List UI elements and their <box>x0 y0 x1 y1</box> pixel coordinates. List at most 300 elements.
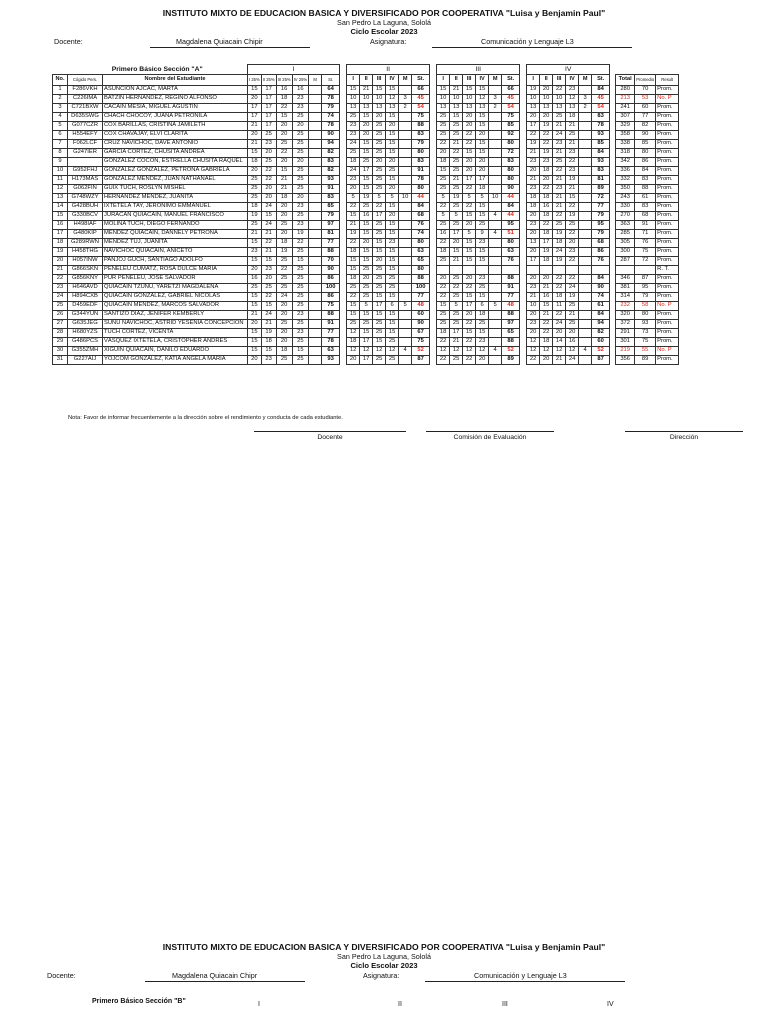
grade-cell: 25 <box>373 167 386 176</box>
col-gap <box>430 266 437 275</box>
school-cycle-b: Ciclo Escolar 2023 <box>350 961 418 970</box>
grade-cell: 14 <box>553 338 566 347</box>
grade-cell <box>489 221 502 230</box>
grade-cell: 12 <box>566 95 579 104</box>
col-header-b3-5: St. <box>502 75 520 86</box>
grade-cell: 20 <box>373 113 386 122</box>
grade-cell: 24 <box>553 131 566 140</box>
block-score: 60 <box>592 338 610 347</box>
row-number: 23 <box>53 284 68 293</box>
col-gap <box>430 311 437 320</box>
grade-cell: 20 <box>540 275 553 284</box>
grade-cell: 15 <box>386 203 399 212</box>
grade-cell: 20 <box>276 122 292 131</box>
block-score: 94 <box>592 320 610 329</box>
grade-cell: 22 <box>463 320 476 329</box>
col-gap <box>520 230 527 239</box>
grade-cell: 15 <box>360 185 373 194</box>
total-score <box>616 266 635 275</box>
grades-body <box>53 86 679 365</box>
result-status: Prom. <box>656 167 679 176</box>
col-header-name: Nombre del Estudiante <box>103 75 248 86</box>
block-score: 90 <box>322 266 340 275</box>
student-code: G486PCS <box>68 338 103 347</box>
grade-cell: 23 <box>292 311 309 320</box>
grade-cell <box>399 158 412 167</box>
grade-cell: 22 <box>540 329 553 338</box>
row-number: 25 <box>53 302 68 311</box>
col-gap <box>520 158 527 167</box>
grade-cell: 12 <box>450 347 463 356</box>
grade-cell: 13 <box>373 104 386 113</box>
grade-cell: 20 <box>463 311 476 320</box>
grade-cell: 23 <box>527 284 540 293</box>
student-row <box>53 302 679 311</box>
grade-cell: 22 <box>553 284 566 293</box>
grade-cell: 21 <box>566 140 579 149</box>
grade-cell: 25 <box>292 275 309 284</box>
grade-cell: 15 <box>386 221 399 230</box>
grade-cell: 20 <box>386 122 399 131</box>
grade-cell <box>399 248 412 257</box>
grade-cell: 25 <box>373 329 386 338</box>
grade-cell: 18 <box>566 113 579 122</box>
block-score: 44 <box>502 212 520 221</box>
total-score: 285 <box>616 230 635 239</box>
grade-cell: 15 <box>373 311 386 320</box>
grade-cell: 25 <box>292 320 309 329</box>
block-score: 74 <box>592 293 610 302</box>
grade-cell: 5 <box>373 194 386 203</box>
grade-cell: 22 <box>347 203 360 212</box>
col-header-b1-1: II 25% <box>261 75 276 86</box>
grade-cell: 18 <box>540 167 553 176</box>
block-score: 80 <box>502 167 520 176</box>
total-score: 213 <box>616 95 635 104</box>
grade-cell: 25 <box>248 221 262 230</box>
row-number: 9 <box>53 158 68 167</box>
grade-cell <box>399 293 412 302</box>
col-gap <box>430 167 437 176</box>
col-gap <box>520 167 527 176</box>
grade-cell: 19 <box>553 230 566 239</box>
grade-cell <box>579 86 592 95</box>
school-cycle: Ciclo Escolar 2023 <box>350 27 418 36</box>
result-status: Prom. <box>656 284 679 293</box>
grade-cell <box>579 275 592 284</box>
grade-cell: 19 <box>540 122 553 131</box>
grade-cell: 18 <box>553 293 566 302</box>
grade-cell: 22 <box>566 203 579 212</box>
section-row <box>53 65 679 75</box>
block-score: 97 <box>322 221 340 230</box>
grade-cell: 15 <box>373 293 386 302</box>
total-score: 329 <box>616 122 635 131</box>
student-name: PENELEU CUMATZ, ROSA DULCE MARIA <box>103 266 248 275</box>
student-code: G062FIN <box>68 185 103 194</box>
student-name: SUNÚ NAVICHOC, ASTRID YESENIA CONCEPCIÓN <box>103 320 248 329</box>
grade-cell: 5 <box>463 230 476 239</box>
grade-cell: 15 <box>386 248 399 257</box>
grade-cell <box>489 293 502 302</box>
student-row <box>53 122 679 131</box>
grade-cell <box>579 212 592 221</box>
grade-cell: 20 <box>527 167 540 176</box>
result-status: Prom. <box>656 212 679 221</box>
student-code: H458THG <box>68 248 103 257</box>
block-score: 79 <box>592 230 610 239</box>
block-score: 83 <box>322 158 340 167</box>
grade-cell: 5 <box>347 194 360 203</box>
block-label-b-2: II <box>398 1001 402 1008</box>
asignatura-value: Comunicación y Lenguaje L3 <box>481 37 574 46</box>
grade-cell: 24 <box>553 248 566 257</box>
grade-cell: 25 <box>450 221 463 230</box>
block-score: 88 <box>412 122 430 131</box>
col-gap <box>340 221 347 230</box>
col-header-avg: Promedio <box>635 75 656 86</box>
block-score: 92 <box>502 131 520 140</box>
grade-cell: 22 <box>566 230 579 239</box>
grade-cell <box>489 320 502 329</box>
grade-cell: 20 <box>373 257 386 266</box>
grade-cell: 13 <box>566 104 579 113</box>
result-status: Prom. <box>656 131 679 140</box>
grade-cell: 18 <box>540 230 553 239</box>
student-code: H894CXB <box>68 293 103 302</box>
grade-cell: 23 <box>261 266 276 275</box>
grade-cell <box>489 257 502 266</box>
grade-cell: 15 <box>476 293 489 302</box>
result-status: Prom. <box>656 356 679 365</box>
block-score: 65 <box>412 257 430 266</box>
grade-cell: 20 <box>360 131 373 140</box>
grade-cell <box>399 176 412 185</box>
total-score: 300 <box>616 248 635 257</box>
col-gap <box>430 230 437 239</box>
grade-cell: 21 <box>248 122 262 131</box>
grade-cell: 20 <box>527 230 540 239</box>
block-label-b-4: IV <box>607 1001 614 1008</box>
grade-cell: 25 <box>450 293 463 302</box>
grade-cell: 25 <box>386 275 399 284</box>
grade-cell: 22 <box>463 140 476 149</box>
grade-cell: 23 <box>553 140 566 149</box>
grade-cell: 15 <box>386 320 399 329</box>
grade-cell: 6 <box>386 302 399 311</box>
student-name: ASUNCIÓN AJCAC, MARTA <box>103 86 248 95</box>
student-name: QUIACAÍN MÉNDEZ, MARCOS SALVADOR <box>103 302 248 311</box>
grade-cell: 25 <box>437 113 450 122</box>
grade-cell: 5 <box>489 302 502 311</box>
location-b: San Pedro La Laguna, Sololá <box>337 952 431 961</box>
grade-cell: 25 <box>292 176 309 185</box>
grade-cell <box>309 221 322 230</box>
grade-cell: 12 <box>476 347 489 356</box>
col-header-b4-1: II <box>540 75 553 86</box>
grade-cell <box>309 158 322 167</box>
col-header-b1-2: III 25% <box>276 75 292 86</box>
col-gap <box>520 131 527 140</box>
block-score: 100 <box>322 284 340 293</box>
block-score: 45 <box>592 95 610 104</box>
block-score: 80 <box>412 239 430 248</box>
grade-cell <box>309 338 322 347</box>
grade-cell: 25 <box>373 230 386 239</box>
grade-cell: 15 <box>261 347 276 356</box>
col-gap <box>520 257 527 266</box>
grade-cell <box>579 113 592 122</box>
grade-cell: 24 <box>276 293 292 302</box>
grade-cell: 12 <box>553 347 566 356</box>
student-code: G480KIP <box>68 230 103 239</box>
col-gap <box>340 284 347 293</box>
col-header-b1-5: St. <box>322 75 340 86</box>
block-score: 65 <box>502 329 520 338</box>
col-gap <box>430 347 437 356</box>
grade-cell: 10 <box>399 194 412 203</box>
grade-cell: 15 <box>463 212 476 221</box>
grade-cell: 20 <box>476 131 489 140</box>
average-score: 71 <box>635 230 656 239</box>
grade-cell <box>579 320 592 329</box>
grade-cell: 5 <box>437 212 450 221</box>
grade-cell: 20 <box>463 221 476 230</box>
grade-cell: 22 <box>347 239 360 248</box>
grade-cell: 2 <box>399 104 412 113</box>
grade-cell: 18 <box>347 275 360 284</box>
grade-cell <box>489 329 502 338</box>
col-header-total: Total <box>616 75 635 86</box>
grade-cell: 25 <box>292 149 309 158</box>
grade-cell: 20 <box>450 239 463 248</box>
col-header-b4-2: III <box>553 75 566 86</box>
grade-cell: 17 <box>261 113 276 122</box>
grade-cell: 24 <box>261 221 276 230</box>
col-gap <box>340 230 347 239</box>
grade-cell: 15 <box>248 239 262 248</box>
col-gap <box>340 185 347 194</box>
block-score: 85 <box>592 140 610 149</box>
grade-cell: 23 <box>476 275 489 284</box>
student-row <box>53 131 679 140</box>
grade-cell: 19 <box>566 176 579 185</box>
grade-cell: 23 <box>292 203 309 212</box>
grade-cell <box>309 194 322 203</box>
average-score: 86 <box>635 158 656 167</box>
block-score: 79 <box>322 212 340 221</box>
grade-cell <box>309 320 322 329</box>
average-score: 83 <box>635 203 656 212</box>
student-name: BATZÍN HERNÁNDEZ, REGINO ALFONSO <box>103 95 248 104</box>
total-score: 358 <box>616 131 635 140</box>
block-score: 84 <box>412 203 430 212</box>
block-score: 84 <box>592 311 610 320</box>
average-score: 68 <box>635 212 656 221</box>
grade-cell <box>489 203 502 212</box>
grade-cell: 25 <box>566 221 579 230</box>
grade-cell: 15 <box>540 302 553 311</box>
grade-cell <box>579 158 592 167</box>
block-score: 84 <box>592 275 610 284</box>
block-score: 86 <box>322 293 340 302</box>
row-number: 4 <box>53 113 68 122</box>
total-score: 291 <box>616 329 635 338</box>
institute-title-b: INSTITUTO MIXTO DE EDUCACION BASICA Y DIVERSIFICADO POR COOPERATIVA "Luisa y Benjamin Paul" <box>162 942 606 952</box>
col-header-code: Cógido Pers. <box>68 75 103 86</box>
grade-cell: 15 <box>261 302 276 311</box>
grade-cell: 20 <box>527 275 540 284</box>
block-score: 86 <box>592 248 610 257</box>
docente-label-b: Docente: <box>47 971 76 980</box>
result-status: Prom. <box>656 194 679 203</box>
total-score: 243 <box>616 194 635 203</box>
grade-cell: 22 <box>553 167 566 176</box>
col-gap <box>520 329 527 338</box>
student-name: COX CHAVAJAY, ELVI CLARITA <box>103 131 248 140</box>
col-header-b1-4: M <box>309 75 322 86</box>
student-name: YOJCOM GONZÁLEZ, KATIA ÁNGELA MARÍA <box>103 356 248 365</box>
grade-cell <box>489 275 502 284</box>
col-gap <box>340 86 347 95</box>
total-score: 305 <box>616 239 635 248</box>
grade-cell: 20 <box>527 329 540 338</box>
total-score: 307 <box>616 113 635 122</box>
grade-cell: 25 <box>566 320 579 329</box>
grade-cell: 18 <box>276 239 292 248</box>
grade-cell: 22 <box>276 266 292 275</box>
average-score: 72 <box>635 257 656 266</box>
student-code: H554EFY <box>68 131 103 140</box>
grade-cell: 15 <box>386 293 399 302</box>
grade-cell: 25 <box>450 131 463 140</box>
grade-cell: 25 <box>450 203 463 212</box>
grade-cell: 18 <box>476 185 489 194</box>
block-score: 93 <box>592 158 610 167</box>
grade-cell: 20 <box>276 131 292 140</box>
grade-cell: 21 <box>527 149 540 158</box>
total-score: 350 <box>616 185 635 194</box>
grade-cell: 12 <box>540 347 553 356</box>
student-row <box>53 347 679 356</box>
average-score: 88 <box>635 185 656 194</box>
grade-cell: 25 <box>347 149 360 158</box>
col-header-b3-2: III <box>463 75 476 86</box>
grade-cell: 5 <box>399 302 412 311</box>
grade-cell: 22 <box>566 158 579 167</box>
block-score: 80 <box>502 239 520 248</box>
grade-cell: 25 <box>450 185 463 194</box>
block-score: 97 <box>502 320 520 329</box>
grade-cell: 12 <box>476 95 489 104</box>
grade-cell: 25 <box>292 140 309 149</box>
grade-cell: 15 <box>476 203 489 212</box>
student-name: GONZÁLEZ COCON, ESTRELLA CHUSITA RAQUEL <box>103 158 248 167</box>
student-name: NAVICHOC QUIACAÍN, ANICETO <box>103 248 248 257</box>
grade-cell: 15 <box>476 140 489 149</box>
col-gap <box>520 140 527 149</box>
grade-cell: 15 <box>347 266 360 275</box>
grade-cell <box>309 167 322 176</box>
grade-sheet-section-b <box>0 942 768 1008</box>
col-gap <box>430 95 437 104</box>
grade-cell: 25 <box>386 167 399 176</box>
grade-cell: 19 <box>540 248 553 257</box>
grade-cell: 10 <box>437 95 450 104</box>
block-score: 78 <box>322 95 340 104</box>
grade-cell: 25 <box>360 203 373 212</box>
col-gap <box>340 320 347 329</box>
block-score: 80 <box>412 149 430 158</box>
grade-cell: 22 <box>540 221 553 230</box>
result-status: Prom. <box>656 239 679 248</box>
grade-cell: 21 <box>261 230 276 239</box>
grade-cell <box>399 122 412 131</box>
grade-cell: 12 <box>527 347 540 356</box>
student-code: G344YUN <box>68 311 103 320</box>
grade-cell: 25 <box>276 320 292 329</box>
row-number: 13 <box>53 194 68 203</box>
grade-cell: 12 <box>360 347 373 356</box>
grade-cell: 20 <box>292 158 309 167</box>
block-score: 64 <box>322 86 340 95</box>
grade-cell <box>399 149 412 158</box>
block-score: 91 <box>502 284 520 293</box>
block-score: 77 <box>502 293 520 302</box>
grade-cell: 15 <box>360 221 373 230</box>
col-header-b3-4: M <box>489 75 502 86</box>
student-row <box>53 329 679 338</box>
grade-cell: 15 <box>360 140 373 149</box>
block-score: 44 <box>412 194 430 203</box>
block-score: 82 <box>592 329 610 338</box>
grade-cell <box>579 311 592 320</box>
grade-cell: 20 <box>261 194 276 203</box>
block-label-b-3: III <box>502 1001 508 1008</box>
block-score: 77 <box>322 239 340 248</box>
grade-cell: 17 <box>463 302 476 311</box>
grade-cell: 18 <box>347 248 360 257</box>
grade-cell: 2 <box>579 104 592 113</box>
grade-cell: 25 <box>437 131 450 140</box>
student-code: H498IAF <box>68 221 103 230</box>
grade-cell: 17 <box>261 104 276 113</box>
grade-cell: 13 <box>386 104 399 113</box>
grade-cell: 25 <box>360 158 373 167</box>
grade-cell: 15 <box>437 302 450 311</box>
col-gap <box>340 194 347 203</box>
grade-cell <box>399 221 412 230</box>
grade-cell: 23 <box>527 320 540 329</box>
col-gap <box>430 320 437 329</box>
block-score: 91 <box>412 167 430 176</box>
grade-cell: 23 <box>292 95 309 104</box>
grade-cell: 21 <box>450 338 463 347</box>
grade-cell <box>566 266 579 275</box>
grade-cell: 12 <box>527 338 540 347</box>
student-code: D459EDF <box>68 302 103 311</box>
col-gap <box>340 239 347 248</box>
grade-cell: 20 <box>276 158 292 167</box>
grade-cell: 15 <box>437 167 450 176</box>
grade-cell: 15 <box>386 230 399 239</box>
student-name: GUIX TUCH, ROSLYN MISHEL <box>103 185 248 194</box>
student-name: CRUZ NAVICHOC, DAVE ANTONIO <box>103 140 248 149</box>
block-score: 80 <box>412 266 430 275</box>
grade-sheet-section-a <box>0 8 768 441</box>
grade-cell <box>399 311 412 320</box>
col-gap <box>520 212 527 221</box>
